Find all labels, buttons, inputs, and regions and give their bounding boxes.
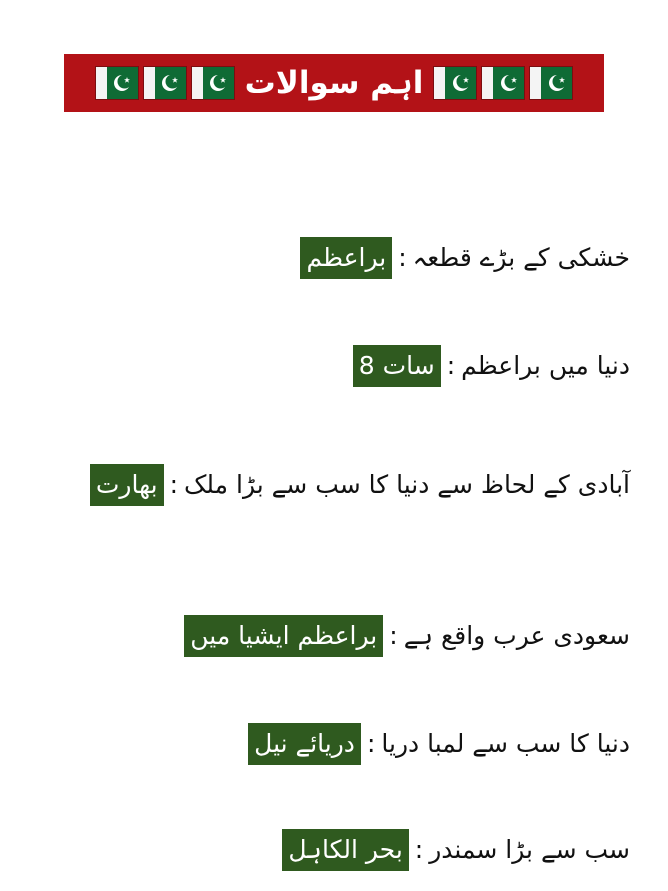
answer-badge: براعظم (300, 237, 392, 279)
question-text: سب سے بڑا سمندر (429, 835, 630, 864)
qa-item-4 (30, 614, 630, 658)
flag-group-left (93, 66, 237, 100)
flag-group-right (431, 66, 575, 100)
pakistan-flag-icon (143, 66, 187, 100)
answer-badge: دریائے نیل (248, 723, 361, 765)
separator: : (366, 729, 376, 758)
qa-item-1 (30, 236, 630, 280)
answer-badge: براعظم ایشیا میں (184, 615, 383, 657)
answer-badge: بھارت (90, 464, 164, 506)
separator: : (414, 835, 424, 864)
answer-badge: سات 8 (353, 345, 441, 387)
title-banner (64, 54, 604, 112)
pakistan-flag-icon (529, 66, 573, 100)
question-text: خشکی کے بڑے قطعہ (412, 243, 630, 272)
separator: : (446, 351, 456, 380)
qa-item-6 (30, 828, 630, 872)
question-text: آبادی کے لحاظ سے دنیا کا سب سے بڑا ملک (184, 470, 630, 499)
separator: : (398, 243, 407, 272)
pakistan-flag-icon (481, 66, 525, 100)
pakistan-flag-icon (95, 66, 139, 100)
qa-item-5 (30, 722, 630, 766)
qa-item-3 (30, 462, 630, 508)
pakistan-flag-icon (191, 66, 235, 100)
qa-item-2 (30, 344, 630, 388)
question-text: سعودی عرب واقع ہے (403, 621, 630, 650)
pakistan-flag-icon (433, 66, 477, 100)
question-text: دنیا کا سب سے لمبا دریا (381, 729, 630, 758)
separator: : (169, 470, 179, 499)
page-title: اہم سوالات (244, 65, 424, 101)
separator: : (389, 621, 398, 650)
question-text: دنیا میں براعظم (461, 351, 630, 380)
answer-badge: بحر الکاہل (282, 829, 408, 871)
